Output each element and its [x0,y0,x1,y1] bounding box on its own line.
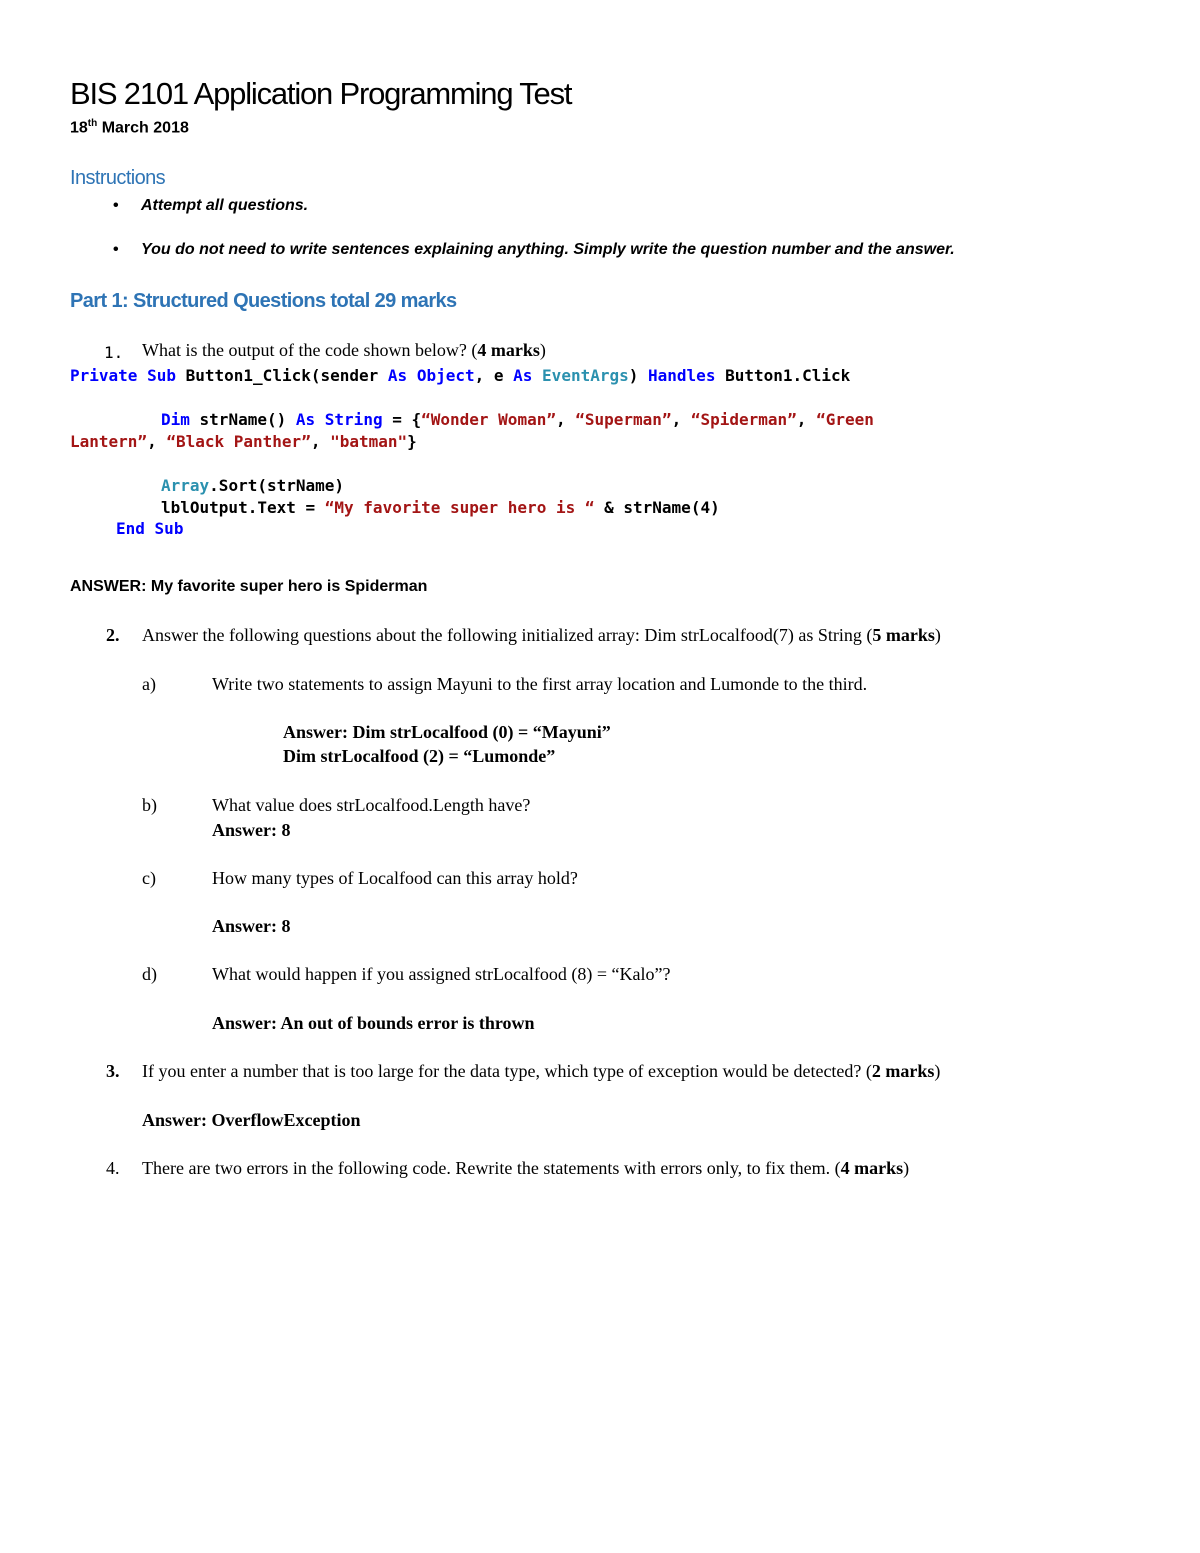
part1-heading: Part 1: Structured Questions total 29 marks [70,290,457,312]
q2d-label: d) [142,964,157,984]
code-token: ) [628,366,649,385]
q2-text [142,625,941,646]
code-token: End [116,519,145,538]
code-token: “My favorite super hero is “ [324,498,595,517]
code-token: "batman" [330,432,408,451]
q2d-text: What would happen if you assigned strLocalfood (8) = “Kalo”? [212,964,671,984]
code-token: As [513,366,533,385]
q2d-answer: Answer: An out of bounds error is thrown [212,1013,535,1033]
date-suffix: th [87,118,98,129]
q3-answer: Answer: OverflowException [142,1110,361,1130]
bullet-dot: • [113,197,119,214]
code-token: , e [474,366,514,385]
q1-answer [70,578,427,596]
q3-text [142,1061,940,1082]
q1-answer-text: My favorite super hero is Spiderman [146,578,428,595]
code-token: EventArgs [542,366,629,385]
q2b-answer: Answer: 8 [212,820,291,840]
q1-number: 1. [104,343,124,362]
q3-close: ) [934,1061,941,1081]
code-token: Array [161,476,210,495]
q1-marks: 4 marks [477,340,540,360]
q1-text [142,340,546,361]
q2c-label: c) [142,868,156,888]
q2c-text: How many types of Localfood can this array hold? [212,868,578,888]
q3-marks: 2 marks [871,1061,935,1081]
code-token: “Spiderman” [690,410,797,429]
date-day: 18 [70,119,88,137]
code-line-5 [161,498,720,517]
code-token: , [671,410,691,429]
document-date [70,118,189,137]
code-token: Sub [147,366,176,385]
bullet-dot: • [113,241,119,258]
q4-text [142,1158,909,1179]
code-token: Object [416,366,475,385]
q2b-text: What value does strLocalfood.Length have? [212,795,531,815]
code-token: .Sort(strName) [209,476,345,495]
code-line-4 [161,476,344,495]
code-token: “Superman” [575,410,672,429]
q4-number: 4. [106,1158,120,1178]
q2-text-body: Answer the following questions about the following initialized array: Dim strLocalfood(7) as String ( [142,625,873,645]
code-token: & strName(4) [594,498,720,517]
code-token: Dim [161,410,190,429]
date-rest: March 2018 [97,119,189,137]
q1-text-body: What is the output of the code shown below? ( [142,340,478,360]
code-token: As [387,366,408,385]
code-token: strName() [189,410,296,429]
q4-close: ) [903,1158,910,1178]
q2-close: ) [934,625,941,645]
code-token: = { [382,410,422,429]
q3-number: 3. [106,1061,120,1081]
code-line-3 [70,432,417,451]
code-token: Private [70,366,138,385]
q2a-answer-line-1: Answer: Dim strLocalfood (0) = “Mayuni” [283,722,611,742]
code-token: Sub [154,519,184,538]
code-token: Button1.Click [715,366,851,385]
code-token: , [147,432,167,451]
code-line-6 [116,519,183,538]
code-token: Lantern” [70,432,148,451]
q4-text-body: There are two errors in the following code. Rewrite the statements with errors only, to fix them. ( [142,1158,841,1178]
q4-marks: 4 marks [840,1158,904,1178]
instruction-item: You do not need to write sentences explaining anything. Simply write the question number and the answer. [141,241,955,258]
code-token: As [295,410,316,429]
code-token: lblOutput.Text = [161,498,325,517]
q3-text-body: If you enter a number that is too large for the data type, which type of exception would be detected? ( [142,1061,872,1081]
q2a-answer-line-2: Dim strLocalfood (2) = “Lumonde” [283,746,556,766]
code-token: Button1_Click(sender [175,366,388,385]
instruction-item: Attempt all questions. [141,197,309,214]
code-token: , [310,432,331,451]
q2-marks: 5 marks [872,625,935,645]
q2b-label: b) [142,795,157,815]
q2a-text: Write two statements to assign Mayuni to the first array location and Lumonde to the third. [212,674,868,694]
q1-close: ) [539,340,546,360]
code-token: “Black Panther” [166,432,311,451]
q2c-answer: Answer: 8 [212,916,291,936]
code-token: String [324,410,383,429]
code-token: “Wonder Woman” [421,410,556,429]
document-title: BIS 2101 Application Programming Test [70,76,572,111]
q1-answer-label: ANSWER: [70,578,147,595]
instructions-heading: Instructions [70,167,166,189]
code-token: Handles [648,366,716,385]
code-token: , [796,410,817,429]
code-token: } [407,432,417,451]
code-line-1 [70,366,850,385]
q2-number: 2. [106,625,120,645]
code-token: , [555,410,576,429]
code-token: “Green [816,410,874,429]
code-line-2 [161,410,874,429]
q2a-label: a) [142,674,156,694]
